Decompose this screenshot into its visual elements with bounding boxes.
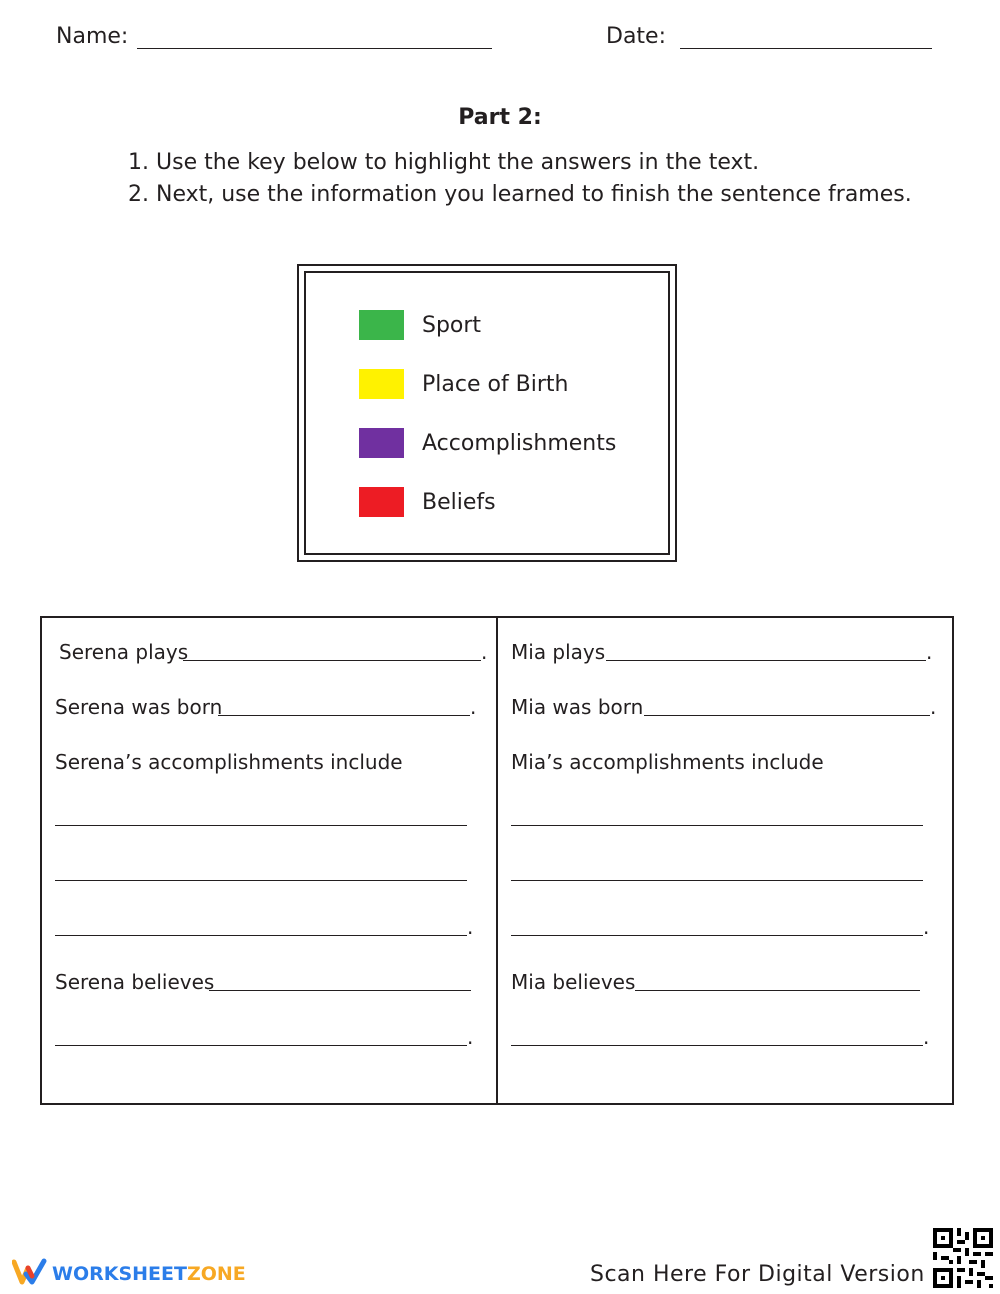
beliefs-color-swatch [359,487,404,517]
brand-worksheet: WORKSHEET [52,1263,187,1285]
serena-born-blank[interactable] [218,715,470,716]
qr-code-icon[interactable] [933,1228,993,1288]
serena-accomplishments-blank-3[interactable] [55,935,467,936]
instruction-number: 2. [128,182,149,207]
accomplishments-color-swatch [359,428,404,458]
mia-born-label: Mia was born [511,695,644,719]
period: . [926,640,933,664]
mia-accomplishments-blank-1[interactable] [511,825,923,826]
period: . [930,695,937,719]
key-label-beliefs: Beliefs [422,490,496,515]
instruction-2 [128,182,912,207]
instruction-1 [128,150,759,175]
period: . [481,640,488,664]
mia-believes-label: Mia believes [511,970,636,994]
period: . [923,915,930,939]
scan-here-text: Scan Here For Digital Version [590,1262,925,1287]
instruction-text: Next, use the information you learned to finish the sentence frames. [156,182,912,207]
key-label-place-of-birth: Place of Birth [422,372,569,397]
mia-accomplishments-label: Mia’s accomplishments include [511,750,824,774]
period: . [467,915,474,939]
table-column-divider [496,616,498,1105]
period: . [923,1025,930,1049]
mia-accomplishments-blank-3[interactable] [511,935,923,936]
key-label-sport: Sport [422,313,482,338]
serena-believes-label: Serena believes [55,970,215,994]
place-of-birth-color-swatch [359,369,404,399]
period: . [470,695,477,719]
mia-plays-label: Mia plays [511,640,606,664]
serena-believes-blank-2[interactable] [55,1045,467,1046]
serena-plays-label: Serena plays [59,640,189,664]
sport-color-swatch [359,310,404,340]
instruction-text: Use the key below to highlight the answers in the text. [156,150,760,175]
serena-believes-blank-1[interactable] [209,990,471,991]
worksheet-zone-brand [52,1263,246,1285]
serena-plays-blank[interactable] [183,660,481,661]
date-field[interactable] [680,48,932,49]
part-title: Part 2: [458,105,542,130]
serena-accomplishments-blank-1[interactable] [55,825,467,826]
date-label: Date: [606,24,666,49]
period: . [467,1025,474,1049]
serena-born-label: Serena was born [55,695,223,719]
name-field[interactable] [137,48,492,49]
worksheet-zone-logo-icon [12,1258,48,1290]
mia-born-blank[interactable] [644,715,930,716]
instruction-number: 1. [128,150,149,175]
mia-believes-blank-2[interactable] [511,1045,923,1046]
mia-accomplishments-blank-2[interactable] [511,880,923,881]
serena-accomplishments-label: Serena’s accomplishments include [55,750,403,774]
mia-plays-blank[interactable] [606,660,926,661]
serena-accomplishments-blank-2[interactable] [55,880,467,881]
key-label-accomplishments: Accomplishments [422,431,617,456]
mia-believes-blank-1[interactable] [635,990,920,991]
brand-zone: ZONE [186,1263,246,1285]
name-label: Name: [56,24,129,49]
